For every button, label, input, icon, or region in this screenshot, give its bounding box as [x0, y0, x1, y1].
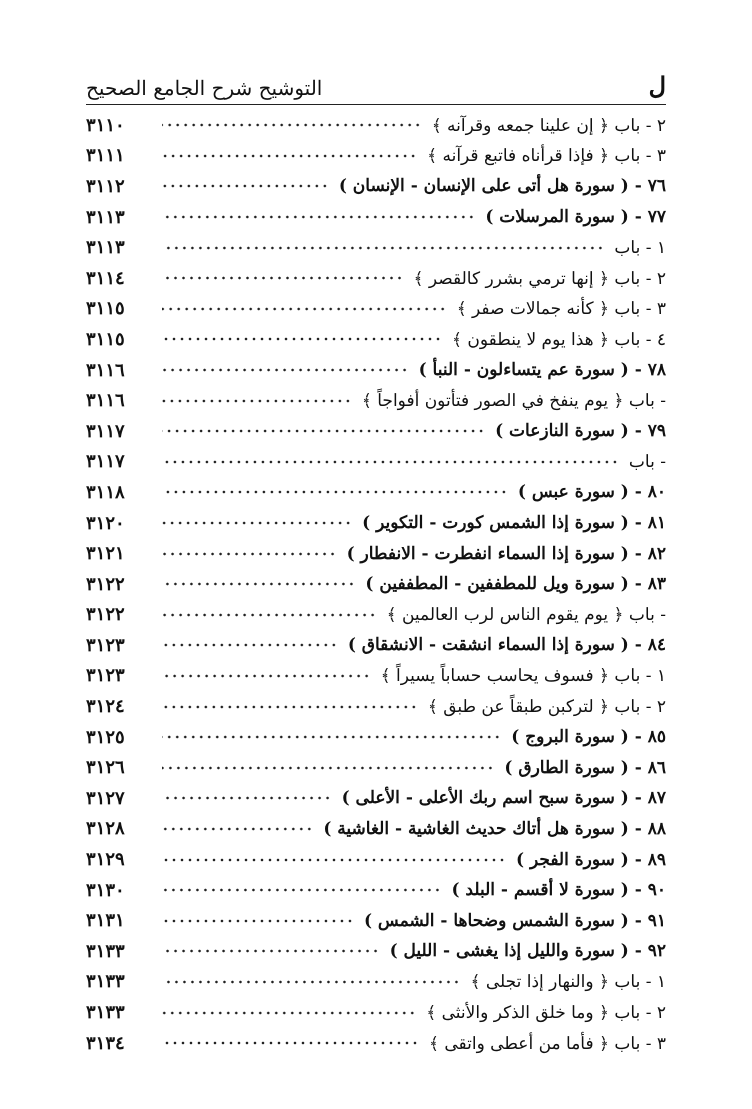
toc-page-number: ٣١٢١ [86, 543, 125, 565]
toc-page-number: ٣١١٧ [86, 420, 125, 442]
toc-entry-title: ٨٨ - ( سورة هل أتاك حديث الغاشية - الغاشية ) [323, 818, 666, 839]
dot-leader [162, 944, 380, 958]
toc-entry-surah [86, 936, 666, 967]
toc-entry-title: ٧٨ - ( سورة عم يتساءلون - النبأ ) [418, 360, 666, 381]
toc-entry-title: ٨٧ - ( سورة سبح اسم ربك الأعلى - الأعلى ) [341, 788, 666, 809]
toc-page-number: ٣١٣٤ [86, 1032, 125, 1054]
toc-entry-title: ٨٤ - ( سورة إذا السماء انشقت - الانشقاق ) [347, 635, 666, 656]
dot-leader [162, 241, 604, 255]
toc-entry-surah [86, 202, 666, 233]
toc-page-number: ٣١٢٤ [86, 696, 125, 718]
toc-entry-title: ٣ - باب ﴿ فأما من أعطى واتقى ﴾ [428, 1033, 666, 1054]
toc-page-number: ٣١١٧ [86, 451, 125, 473]
toc-page-number: ٣١٣٣ [86, 940, 125, 962]
dot-leader [162, 516, 352, 530]
toc-page-number: ٣١٣٠ [86, 879, 125, 901]
dot-leader [162, 149, 417, 163]
toc-entry-title: ٩٠ - ( سورة لا أقسم - البلد ) [451, 880, 666, 901]
toc-entry-bab [86, 967, 666, 998]
toc-entry-title: ٨٦ - ( سورة الطارق ) [504, 757, 666, 778]
toc-page-number: ٣١٢٠ [86, 512, 125, 534]
toc-entry-title: ١ - باب ﴿ فسوف يحاسب حساباً يسيراً ﴾ [380, 666, 666, 687]
toc-entry-bab [86, 232, 666, 263]
dot-leader [162, 822, 313, 836]
toc-entry-title: ٨٩ - ( سورة الفجر ) [516, 849, 666, 870]
toc-entry-surah [86, 477, 666, 508]
toc-entry-title: ٨٥ - ( سورة البروج ) [511, 727, 666, 748]
toc-entry-surah [86, 722, 666, 753]
dot-leader [162, 669, 371, 683]
dot-leader [162, 424, 485, 438]
toc-entry-bab [86, 600, 666, 631]
toc-page-number: ٣١١٣ [86, 237, 125, 259]
toc-entry-title: ٨٣ - ( سورة ويل للمطففين - المطففين ) [365, 574, 666, 595]
page-number-letter: ل [648, 71, 666, 100]
toc-entry-surah [86, 508, 666, 539]
dot-leader [162, 1036, 419, 1050]
toc-page-number: ٣١١٦ [86, 359, 125, 381]
toc-page-number: ٣١٢٢ [86, 573, 125, 595]
toc-entry-title: ٨٢ - ( سورة إذا السماء انفطرت - الانفطار ) [346, 543, 666, 564]
dot-leader [162, 332, 442, 346]
dot-leader [162, 608, 377, 622]
dot-leader [162, 1006, 416, 1020]
dot-leader [162, 210, 475, 224]
toc-entry-bab [86, 110, 666, 141]
toc-entry-title: ٧٩ - ( سورة النازعات ) [495, 421, 666, 442]
toc-entry-surah [86, 538, 666, 569]
toc-entry-surah [86, 171, 666, 202]
toc-entry-bab [86, 447, 666, 478]
toc-page-number: ٣١١٢ [86, 175, 125, 197]
toc-entry-bab [86, 691, 666, 722]
dot-leader [162, 791, 332, 805]
toc-entry-surah [86, 569, 666, 600]
toc-page-number: ٣١٢٧ [86, 787, 125, 809]
header-rule [86, 104, 666, 105]
toc-page-number: ٣١١٥ [86, 298, 125, 320]
toc-entry-surah [86, 783, 666, 814]
toc-entry-title: ٣ - باب ﴿ كأنه جمالات صفر ﴾ [456, 299, 666, 320]
toc-page-number: ٣١١٨ [86, 481, 125, 503]
toc-page-number: ٣١٢٢ [86, 604, 125, 626]
toc-entry-bab [86, 141, 666, 172]
toc-entry-bab [86, 263, 666, 294]
toc-page-number: ٣١٢٥ [86, 726, 125, 748]
toc-entry-bab [86, 294, 666, 325]
dot-leader [162, 975, 460, 989]
toc-entry-title: ٧٧ - ( سورة المرسلات ) [485, 207, 666, 228]
toc-entry-title: ٧٦ - ( سورة هل أتى على الإنسان - الإنسان ) [338, 176, 666, 197]
dot-leader [162, 179, 329, 193]
toc-entry-bab [86, 385, 666, 416]
toc-entry-title: - باب ﴿ يوم ينفخ في الصور فتأتون أفواجاً ﴾ [361, 391, 666, 412]
toc-entry-surah [86, 905, 666, 936]
toc-entry-title: ١ - باب [614, 237, 666, 258]
toc-entry-title: ١ - باب ﴿ والنهار إذا تجلى ﴾ [470, 972, 666, 993]
dot-leader [162, 700, 418, 714]
dot-leader [162, 455, 619, 469]
toc-page-number: ٣١٢٦ [86, 757, 125, 779]
toc-page-number: ٣١٢٣ [86, 665, 125, 687]
table-of-contents [86, 110, 666, 1058]
dot-leader [162, 853, 506, 867]
toc-entry-surah [86, 355, 666, 386]
dot-leader [162, 271, 404, 285]
page-header [86, 64, 666, 98]
toc-entry-title: ٨١ - ( سورة إذا الشمس كورت - التكوير ) [362, 513, 666, 534]
toc-entry-surah [86, 630, 666, 661]
toc-entry-title: ٣ - باب ﴿ فإذا قرأناه فاتبع قرآنه ﴾ [427, 146, 666, 167]
dot-leader [162, 485, 508, 499]
dot-leader [162, 914, 354, 928]
toc-entry-title: ٢ - باب ﴿ إنها ترمي بشرر كالقصر ﴾ [413, 268, 666, 289]
toc-entry-bab [86, 997, 666, 1028]
toc-page-number: ٣١١٦ [86, 390, 125, 412]
dot-leader [162, 394, 352, 408]
toc-entry-bab [86, 324, 666, 355]
toc-page-number: ٣١١٣ [86, 206, 125, 228]
dot-leader [162, 730, 501, 744]
toc-entry-title: ٨٠ - ( سورة عبس ) [517, 482, 666, 503]
dot-leader [162, 577, 355, 591]
toc-page-number: ٣١١١ [86, 145, 125, 167]
toc-page-number: ٣١١٠ [86, 114, 125, 136]
toc-entry-surah [86, 875, 666, 906]
toc-entry-title: - باب ﴿ يوم يقوم الناس لرب العالمين ﴾ [386, 605, 666, 626]
toc-page-number: ٣١٢٩ [86, 849, 125, 871]
dot-leader [162, 883, 441, 897]
toc-entry-title: ٩٢ - ( سورة والليل إذا يغشى - الليل ) [389, 941, 666, 962]
toc-entry-bab [86, 661, 666, 692]
toc-entry-surah [86, 752, 666, 783]
dot-leader [162, 638, 338, 652]
dot-leader [162, 761, 494, 775]
running-title: التوشيح شرح الجامع الصحيح [86, 76, 323, 100]
toc-entry-title: ٢ - باب ﴿ إن علينا جمعه وقرآنه ﴾ [431, 115, 666, 136]
toc-entry-surah [86, 814, 666, 845]
toc-page-number: ٣١١٥ [86, 328, 125, 350]
toc-entry-surah [86, 844, 666, 875]
toc-page-number: ٣١٣٣ [86, 971, 125, 993]
toc-entry-title: ٢ - باب ﴿ لتركبن طبقاً عن طبق ﴾ [427, 697, 666, 718]
toc-page-number: ٣١٣١ [86, 910, 125, 932]
dot-leader [162, 547, 337, 561]
dot-leader [162, 302, 447, 316]
dot-leader [162, 118, 422, 132]
toc-page-number: ٣١٢٨ [86, 818, 125, 840]
toc-entry-title: ٤ - باب ﴿ هذا يوم لا ينطقون ﴾ [452, 329, 666, 350]
toc-entry-surah [86, 416, 666, 447]
toc-page-number: ٣١٢٣ [86, 634, 125, 656]
toc-entry-title: ٩١ - ( سورة الشمس وضحاها - الشمس ) [363, 910, 666, 931]
toc-entry-title: - باب [628, 451, 666, 472]
toc-page-number: ٣١١٤ [86, 267, 125, 289]
toc-entry-bab [86, 1028, 666, 1059]
toc-entry-title: ٢ - باب ﴿ وما خلق الذكر والأنثى ﴾ [426, 1003, 666, 1024]
dot-leader [162, 363, 409, 377]
toc-page-number: ٣١٣٣ [86, 1002, 125, 1024]
